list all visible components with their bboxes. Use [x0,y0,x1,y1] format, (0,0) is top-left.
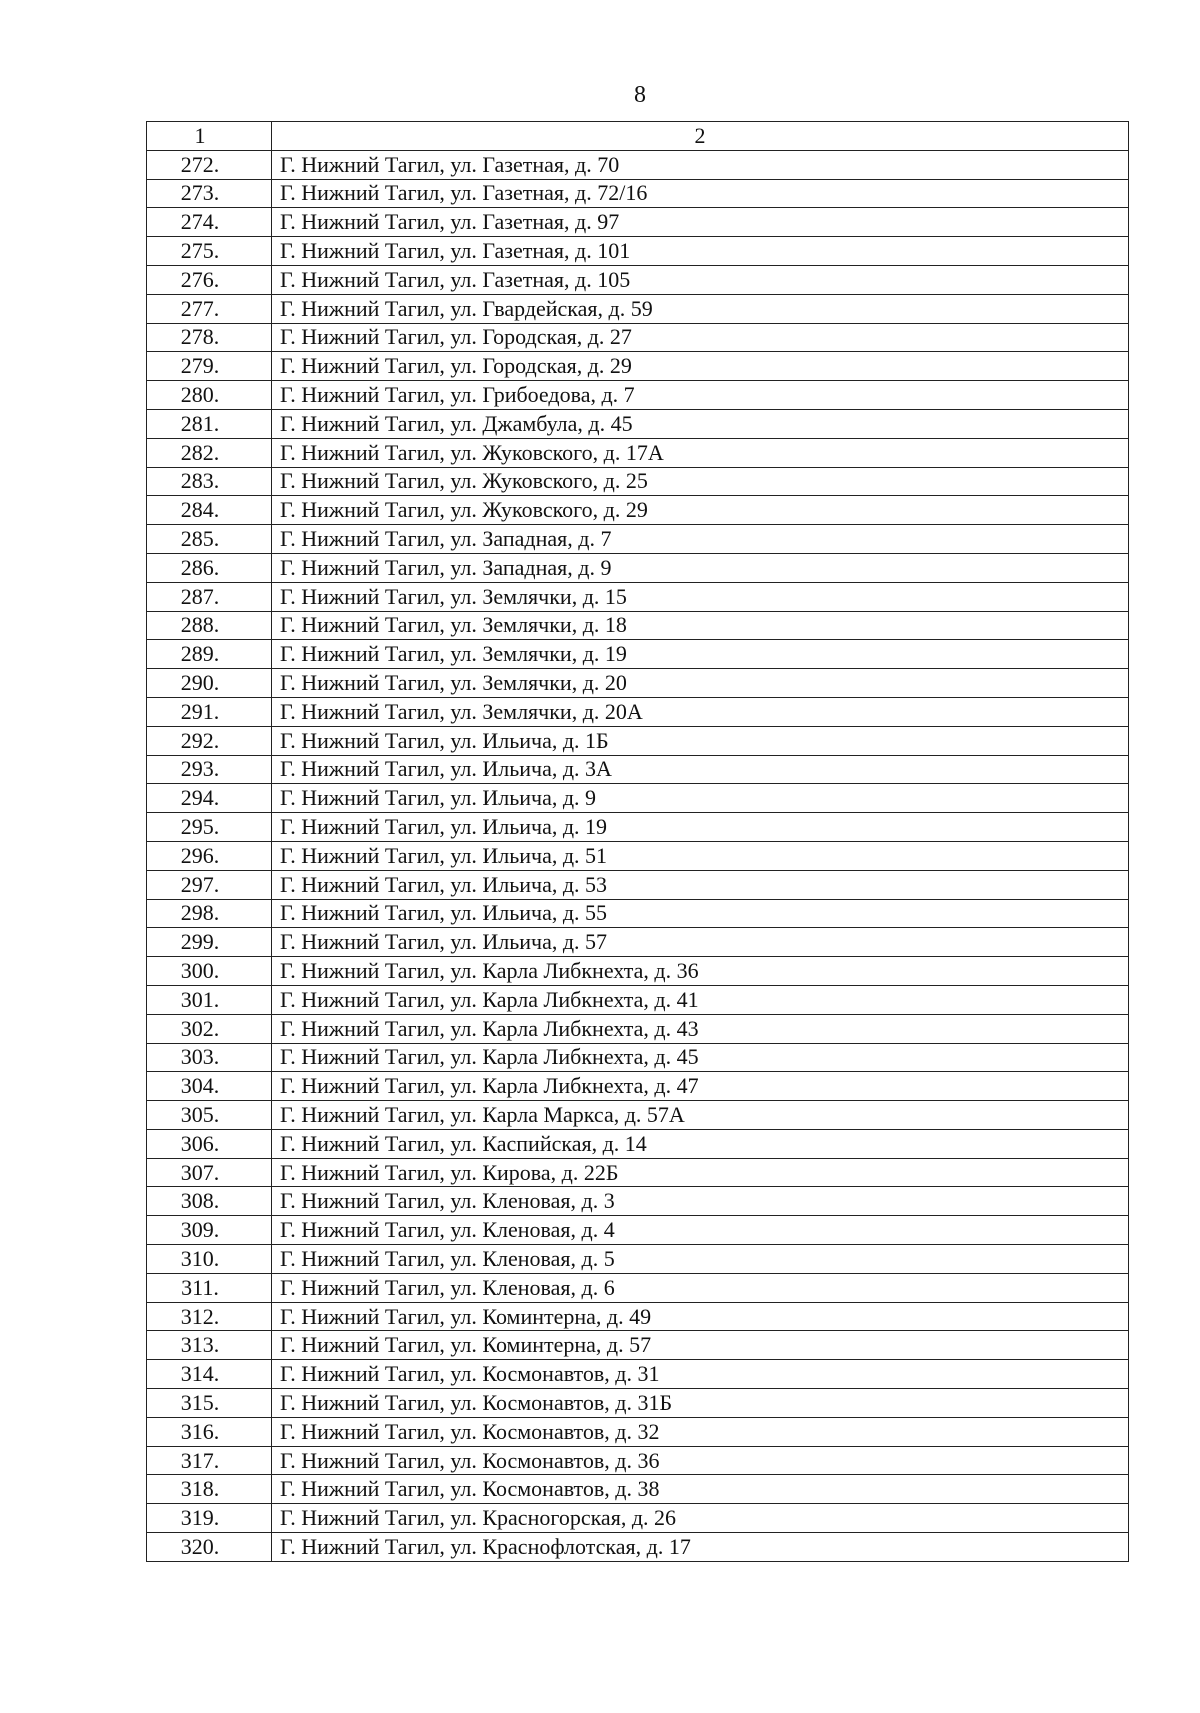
row-address: Г. Нижний Тагил, ул. Ильича, д. 55 [272,899,1129,928]
row-number: 293. [147,755,272,784]
table-row [147,1475,1129,1504]
row-address: Г. Нижний Тагил, ул. Газетная, д. 105 [272,265,1129,294]
table-row [147,1389,1129,1418]
column-header-number: 1 [147,122,272,151]
row-address: Г. Нижний Тагил, ул. Городская, д. 27 [272,323,1129,352]
row-number: 303. [147,1043,272,1072]
row-number: 285. [147,525,272,554]
row-address: Г. Нижний Тагил, ул. Космонавтов, д. 38 [272,1475,1129,1504]
table-row [147,726,1129,755]
row-number: 306. [147,1129,272,1158]
row-address: Г. Нижний Тагил, ул. Ильича, д. 19 [272,813,1129,842]
table-row [147,467,1129,496]
table-row [147,1014,1129,1043]
table-row [147,323,1129,352]
table-row [147,755,1129,784]
row-address: Г. Нижний Тагил, ул. Землячки, д. 18 [272,611,1129,640]
row-number: 282. [147,438,272,467]
row-number: 287. [147,582,272,611]
row-address: Г. Нижний Тагил, ул. Кленовая, д. 4 [272,1216,1129,1245]
row-address: Г. Нижний Тагил, ул. Жуковского, д. 29 [272,496,1129,525]
row-number: 284. [147,496,272,525]
table-row [147,669,1129,698]
row-address: Г. Нижний Тагил, ул. Гвардейская, д. 59 [272,294,1129,323]
table-row [147,928,1129,957]
row-number: 277. [147,294,272,323]
table-row [147,582,1129,611]
table-row [147,496,1129,525]
row-number: 310. [147,1245,272,1274]
table-row [147,1043,1129,1072]
row-number: 276. [147,265,272,294]
row-address: Г. Нижний Тагил, ул. Кленовая, д. 5 [272,1245,1129,1274]
row-address: Г. Нижний Тагил, ул. Землячки, д. 15 [272,582,1129,611]
row-number: 296. [147,841,272,870]
table-row [147,1331,1129,1360]
table-row [147,1129,1129,1158]
row-number: 283. [147,467,272,496]
table-row [147,697,1129,726]
table-row [147,237,1129,266]
row-number: 286. [147,553,272,582]
row-number: 272. [147,150,272,179]
row-address: Г. Нижний Тагил, ул. Кирова, д. 22Б [272,1158,1129,1187]
table-row [147,265,1129,294]
row-address: Г. Нижний Тагил, ул. Коминтерна, д. 49 [272,1302,1129,1331]
table-row [147,1072,1129,1101]
row-address: Г. Нижний Тагил, ул. Кленовая, д. 3 [272,1187,1129,1216]
row-number: 288. [147,611,272,640]
row-address: Г. Нижний Тагил, ул. Каспийская, д. 14 [272,1129,1129,1158]
table-row [147,957,1129,986]
row-address: Г. Нижний Тагил, ул. Ильича, д. 57 [272,928,1129,957]
row-number: 300. [147,957,272,986]
row-address: Г. Нижний Тагил, ул. Карла Либкнехта, д. 43 [272,1014,1129,1043]
row-number: 307. [147,1158,272,1187]
table-row [147,784,1129,813]
row-number: 312. [147,1302,272,1331]
row-number: 302. [147,1014,272,1043]
row-number: 314. [147,1360,272,1389]
table-row [147,409,1129,438]
row-address: Г. Нижний Тагил, ул. Газетная, д. 97 [272,208,1129,237]
row-address: Г. Нижний Тагил, ул. Ильича, д. 51 [272,841,1129,870]
table-row [147,294,1129,323]
table-row [147,1273,1129,1302]
table-row [147,1187,1129,1216]
row-number: 291. [147,697,272,726]
row-number: 275. [147,237,272,266]
row-number: 280. [147,381,272,410]
table-row [147,1417,1129,1446]
table-row [147,813,1129,842]
row-number: 273. [147,179,272,208]
row-number: 318. [147,1475,272,1504]
row-address: Г. Нижний Тагил, ул. Коминтерна, д. 57 [272,1331,1129,1360]
row-address: Г. Нижний Тагил, ул. Ильича, д. 53 [272,870,1129,899]
table-header-row [147,122,1129,151]
table-row [147,150,1129,179]
table-row [147,1302,1129,1331]
row-address: Г. Нижний Тагил, ул. Космонавтов, д. 31 [272,1360,1129,1389]
row-number: 320. [147,1533,272,1562]
table-row [147,179,1129,208]
row-number: 278. [147,323,272,352]
row-address: Г. Нижний Тагил, ул. Карла Либкнехта, д. 45 [272,1043,1129,1072]
column-header-address: 2 [272,122,1129,151]
row-address: Г. Нижний Тагил, ул. Ильича, д. 1Б [272,726,1129,755]
table-row [147,841,1129,870]
row-number: 305. [147,1101,272,1130]
table-row [147,1245,1129,1274]
row-number: 279. [147,352,272,381]
row-address: Г. Нижний Тагил, ул. Космонавтов, д. 31Б [272,1389,1129,1418]
row-address: Г. Нижний Тагил, ул. Карла Маркса, д. 57А [272,1101,1129,1130]
table-row [147,352,1129,381]
row-number: 292. [147,726,272,755]
row-address: Г. Нижний Тагил, ул. Западная, д. 9 [272,553,1129,582]
row-address: Г. Нижний Тагил, ул. Западная, д. 7 [272,525,1129,554]
table-row [147,640,1129,669]
row-address: Г. Нижний Тагил, ул. Землячки, д. 19 [272,640,1129,669]
row-number: 274. [147,208,272,237]
table-row [147,553,1129,582]
table-row [147,438,1129,467]
row-address: Г. Нижний Тагил, ул. Газетная, д. 70 [272,150,1129,179]
row-address: Г. Нижний Тагил, ул. Ильича, д. 3А [272,755,1129,784]
address-table [146,121,1129,1562]
row-address: Г. Нижний Тагил, ул. Карла Либкнехта, д. 47 [272,1072,1129,1101]
table-row [147,611,1129,640]
row-address: Г. Нижний Тагил, ул. Жуковского, д. 17А [272,438,1129,467]
row-address: Г. Нижний Тагил, ул. Карла Либкнехта, д. 41 [272,985,1129,1014]
row-number: 299. [147,928,272,957]
table-row [147,899,1129,928]
page-number: 8 [634,82,646,108]
row-number: 317. [147,1446,272,1475]
table-row [147,1446,1129,1475]
row-number: 313. [147,1331,272,1360]
row-number: 301. [147,985,272,1014]
row-address: Г. Нижний Тагил, ул. Красногорская, д. 26 [272,1504,1129,1533]
row-address: Г. Нижний Тагил, ул. Газетная, д. 101 [272,237,1129,266]
table-row [147,1101,1129,1130]
row-address: Г. Нижний Тагил, ул. Космонавтов, д. 36 [272,1446,1129,1475]
row-address: Г. Нижний Тагил, ул. Грибоедова, д. 7 [272,381,1129,410]
row-number: 315. [147,1389,272,1418]
table-body [147,150,1129,1561]
row-address: Г. Нижний Тагил, ул. Землячки, д. 20 [272,669,1129,698]
row-address: Г. Нижний Тагил, ул. Космонавтов, д. 32 [272,1417,1129,1446]
table-row [147,525,1129,554]
row-number: 281. [147,409,272,438]
row-address: Г. Нижний Тагил, ул. Джамбула, д. 45 [272,409,1129,438]
row-number: 319. [147,1504,272,1533]
row-address: Г. Нижний Тагил, ул. Ильича, д. 9 [272,784,1129,813]
row-address: Г. Нижний Тагил, ул. Газетная, д. 72/16 [272,179,1129,208]
table-row [147,1360,1129,1389]
row-number: 311. [147,1273,272,1302]
row-number: 294. [147,784,272,813]
row-number: 308. [147,1187,272,1216]
row-address: Г. Нижний Тагил, ул. Городская, д. 29 [272,352,1129,381]
table-row [147,208,1129,237]
row-number: 304. [147,1072,272,1101]
row-number: 297. [147,870,272,899]
row-address: Г. Нижний Тагил, ул. Землячки, д. 20А [272,697,1129,726]
table-row [147,1504,1129,1533]
row-address: Г. Нижний Тагил, ул. Жуковского, д. 25 [272,467,1129,496]
row-number: 316. [147,1417,272,1446]
row-number: 289. [147,640,272,669]
row-address: Г. Нижний Тагил, ул. Краснофлотская, д. 17 [272,1533,1129,1562]
table-row [147,1533,1129,1562]
table-row [147,985,1129,1014]
row-number: 295. [147,813,272,842]
row-number: 309. [147,1216,272,1245]
row-address: Г. Нижний Тагил, ул. Карла Либкнехта, д. 36 [272,957,1129,986]
row-number: 298. [147,899,272,928]
row-address: Г. Нижний Тагил, ул. Кленовая, д. 6 [272,1273,1129,1302]
table-row [147,1158,1129,1187]
table-row [147,381,1129,410]
table-row [147,1216,1129,1245]
table-row [147,870,1129,899]
row-number: 290. [147,669,272,698]
